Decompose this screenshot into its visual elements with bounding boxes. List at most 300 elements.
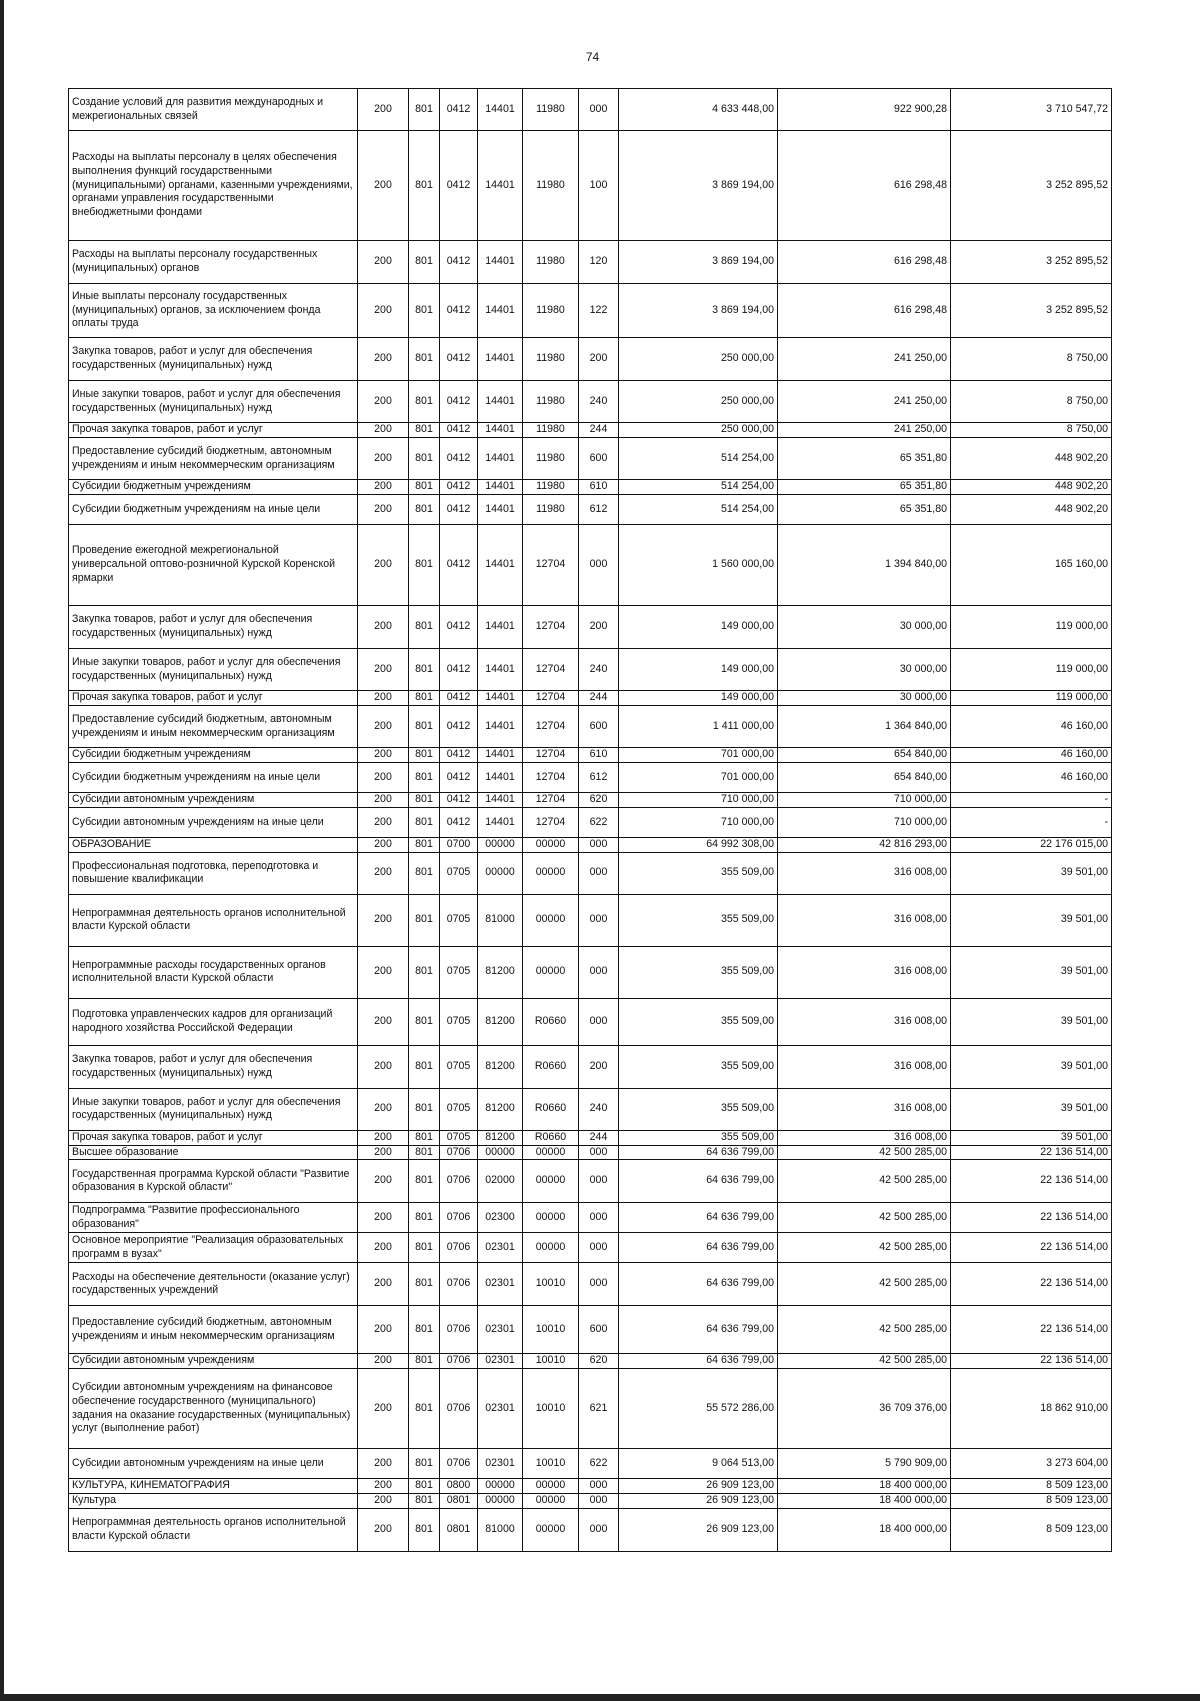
- value-approved: 64 636 799,00: [619, 1233, 778, 1263]
- row-name: Непрограммная деятельность органов исполнительной власти Курской области: [69, 1508, 358, 1551]
- code-section: 0706: [440, 1160, 478, 1203]
- code-program: 14401: [478, 525, 523, 606]
- code-direction: 12704: [523, 525, 579, 606]
- value-approved: 64 636 799,00: [619, 1306, 778, 1354]
- code-section: 0801: [440, 1508, 478, 1551]
- code-expense-type: 120: [579, 241, 619, 284]
- value-approved: 64 636 799,00: [619, 1145, 778, 1160]
- code-expense-type: 244: [579, 691, 619, 706]
- code-direction: 00000: [523, 1160, 579, 1203]
- code-section: 0705: [440, 998, 478, 1045]
- code-direction: 11980: [523, 241, 579, 284]
- code-section: 0705: [440, 946, 478, 998]
- code-direction: 12704: [523, 691, 579, 706]
- table-row: [69, 808, 1112, 838]
- table-row: [69, 1493, 1112, 1508]
- value-remaining: 3 252 895,52: [951, 131, 1112, 241]
- code-admin: 200: [358, 691, 409, 706]
- table-row: [69, 1160, 1112, 1203]
- code-program: 00000: [478, 1479, 523, 1494]
- value-remaining: -: [951, 793, 1112, 808]
- code-program: 14401: [478, 423, 523, 438]
- value-remaining: 119 000,00: [951, 606, 1112, 649]
- value-remaining: 46 160,00: [951, 706, 1112, 748]
- code-section: 0412: [440, 808, 478, 838]
- value-executed: 654 840,00: [778, 748, 951, 763]
- code-admin: 200: [358, 495, 409, 525]
- code-direction: 10010: [523, 1369, 579, 1449]
- table-row: [69, 998, 1112, 1045]
- value-executed: 42 816 293,00: [778, 838, 951, 853]
- code-program: 00000: [478, 838, 523, 853]
- code-section: 0412: [440, 131, 478, 241]
- code-section: 0412: [440, 495, 478, 525]
- code-department: 801: [409, 808, 440, 838]
- code-program: 14401: [478, 691, 523, 706]
- table-row: [69, 838, 1112, 853]
- code-admin: 200: [358, 1233, 409, 1263]
- table-row: [69, 691, 1112, 706]
- code-section: 0412: [440, 748, 478, 763]
- row-name: Субсидии автономным учреждениям на иные цели: [69, 808, 358, 838]
- code-direction: 00000: [523, 1508, 579, 1551]
- code-admin: 200: [358, 89, 409, 131]
- code-section: 0705: [440, 1130, 478, 1145]
- code-department: 801: [409, 748, 440, 763]
- value-remaining: 22 136 514,00: [951, 1263, 1112, 1306]
- row-name: Расходы на обеспечение деятельности (оказание услуг) государственных учреждений: [69, 1263, 358, 1306]
- code-program: 81200: [478, 1130, 523, 1145]
- value-executed: 18 400 000,00: [778, 1508, 951, 1551]
- code-admin: 200: [358, 852, 409, 894]
- code-admin: 200: [358, 606, 409, 649]
- code-expense-type: 621: [579, 1369, 619, 1449]
- row-name: Субсидии бюджетным учреждениям: [69, 748, 358, 763]
- code-expense-type: 610: [579, 748, 619, 763]
- value-remaining: 18 862 910,00: [951, 1369, 1112, 1449]
- code-direction: R0660: [523, 1088, 579, 1130]
- code-program: 14401: [478, 241, 523, 284]
- table-row: [69, 1088, 1112, 1130]
- value-executed: 616 298,48: [778, 284, 951, 338]
- code-department: 801: [409, 1088, 440, 1130]
- code-direction: 12704: [523, 808, 579, 838]
- scan-left-edge: [0, 0, 4, 1701]
- value-approved: 64 992 308,00: [619, 838, 778, 853]
- row-name: Предоставление субсидий бюджетным, автономным учреждениям и иным некоммерческим организациям: [69, 1306, 358, 1354]
- row-name: Культура: [69, 1493, 358, 1508]
- code-direction: 12704: [523, 763, 579, 793]
- code-section: 0706: [440, 1449, 478, 1479]
- code-expense-type: 000: [579, 1203, 619, 1233]
- code-direction: 11980: [523, 423, 579, 438]
- code-expense-type: 610: [579, 480, 619, 495]
- code-admin: 200: [358, 1508, 409, 1551]
- value-executed: 30 000,00: [778, 606, 951, 649]
- code-expense-type: 200: [579, 338, 619, 381]
- value-executed: 316 008,00: [778, 894, 951, 946]
- code-department: 801: [409, 691, 440, 706]
- code-section: 0412: [440, 241, 478, 284]
- code-section: 0412: [440, 338, 478, 381]
- code-admin: 200: [358, 1449, 409, 1479]
- value-remaining: 39 501,00: [951, 852, 1112, 894]
- code-program: 14401: [478, 381, 523, 423]
- code-admin: 200: [358, 131, 409, 241]
- value-executed: 42 500 285,00: [778, 1233, 951, 1263]
- row-name: Государственная программа Курской области "Развитие образования в Курской области": [69, 1160, 358, 1203]
- value-executed: 42 500 285,00: [778, 1203, 951, 1233]
- value-executed: 36 709 376,00: [778, 1369, 951, 1449]
- table-row: [69, 1369, 1112, 1449]
- code-direction: 10010: [523, 1354, 579, 1369]
- code-admin: 200: [358, 1045, 409, 1088]
- code-admin: 200: [358, 1263, 409, 1306]
- table-row: [69, 1045, 1112, 1088]
- value-executed: 316 008,00: [778, 1045, 951, 1088]
- code-expense-type: 200: [579, 606, 619, 649]
- row-name: Субсидии автономным учреждениям: [69, 1354, 358, 1369]
- code-department: 801: [409, 852, 440, 894]
- code-section: 0800: [440, 1479, 478, 1494]
- value-executed: 42 500 285,00: [778, 1306, 951, 1354]
- value-executed: 65 351,80: [778, 438, 951, 480]
- value-remaining: 448 902,20: [951, 480, 1112, 495]
- code-program: 14401: [478, 649, 523, 691]
- code-direction: 11980: [523, 480, 579, 495]
- code-expense-type: 620: [579, 793, 619, 808]
- code-admin: 200: [358, 998, 409, 1045]
- code-direction: 12704: [523, 649, 579, 691]
- value-remaining: 8 509 123,00: [951, 1508, 1112, 1551]
- value-approved: 26 909 123,00: [619, 1479, 778, 1494]
- code-program: 81200: [478, 1045, 523, 1088]
- value-approved: 514 254,00: [619, 495, 778, 525]
- value-approved: 26 909 123,00: [619, 1493, 778, 1508]
- code-department: 801: [409, 706, 440, 748]
- value-executed: 241 250,00: [778, 338, 951, 381]
- code-direction: 00000: [523, 1145, 579, 1160]
- row-name: Иные закупки товаров, работ и услуг для обеспечения государственных (муниципальных) нужд: [69, 649, 358, 691]
- table-row: [69, 131, 1112, 241]
- code-program: 14401: [478, 89, 523, 131]
- code-expense-type: 000: [579, 1160, 619, 1203]
- code-program: 81200: [478, 946, 523, 998]
- code-section: 0706: [440, 1369, 478, 1449]
- row-name: Субсидии автономным учреждениям на финансовое обеспечение государственного (муниципального) задания на оказание государственных (муниципальных) услуг (выполнение работ): [69, 1369, 358, 1449]
- code-expense-type: 000: [579, 1145, 619, 1160]
- code-expense-type: 600: [579, 706, 619, 748]
- code-department: 801: [409, 1145, 440, 1160]
- code-expense-type: 600: [579, 438, 619, 480]
- row-name: Расходы на выплаты персоналу в целях обеспечения выполнения функций государственными (муниципальными) органами, казенными учреждениями, органами управления государственными внебюджетными фондами: [69, 131, 358, 241]
- row-name: Прочая закупка товаров, работ и услуг: [69, 423, 358, 438]
- value-remaining: 39 501,00: [951, 946, 1112, 998]
- code-program: 14401: [478, 763, 523, 793]
- code-section: 0705: [440, 894, 478, 946]
- value-approved: 149 000,00: [619, 649, 778, 691]
- value-remaining: 8 509 123,00: [951, 1479, 1112, 1494]
- code-program: 81200: [478, 998, 523, 1045]
- table-row: [69, 946, 1112, 998]
- code-program: 00000: [478, 852, 523, 894]
- row-name: Закупка товаров, работ и услуг для обеспечения государственных (муниципальных) нужд: [69, 606, 358, 649]
- code-admin: 200: [358, 1088, 409, 1130]
- code-department: 801: [409, 423, 440, 438]
- code-program: 02000: [478, 1160, 523, 1203]
- table-row: [69, 706, 1112, 748]
- code-expense-type: 000: [579, 852, 619, 894]
- value-executed: 65 351,80: [778, 480, 951, 495]
- code-admin: 200: [358, 1354, 409, 1369]
- row-name: Предоставление субсидий бюджетным, автономным учреждениям и иным некоммерческим организациям: [69, 706, 358, 748]
- table-row: [69, 1233, 1112, 1263]
- value-executed: 316 008,00: [778, 1130, 951, 1145]
- table-row: [69, 852, 1112, 894]
- row-name: Субсидии автономным учреждениям на иные цели: [69, 1449, 358, 1479]
- value-approved: 1 560 000,00: [619, 525, 778, 606]
- value-executed: 316 008,00: [778, 1088, 951, 1130]
- code-direction: 10010: [523, 1449, 579, 1479]
- table-row: [69, 1130, 1112, 1145]
- value-executed: 654 840,00: [778, 763, 951, 793]
- code-admin: 200: [358, 838, 409, 853]
- code-admin: 200: [358, 946, 409, 998]
- table-row: [69, 748, 1112, 763]
- table-row: [69, 763, 1112, 793]
- row-name: Закупка товаров, работ и услуг для обеспечения государственных (муниципальных) нужд: [69, 1045, 358, 1088]
- code-expense-type: 240: [579, 1088, 619, 1130]
- value-executed: 1 364 840,00: [778, 706, 951, 748]
- code-admin: 200: [358, 894, 409, 946]
- row-name: Субсидии бюджетным учреждениям на иные цели: [69, 495, 358, 525]
- value-executed: 241 250,00: [778, 381, 951, 423]
- code-direction: 11980: [523, 438, 579, 480]
- code-section: 0412: [440, 284, 478, 338]
- code-direction: R0660: [523, 1045, 579, 1088]
- value-executed: 42 500 285,00: [778, 1354, 951, 1369]
- code-program: 14401: [478, 606, 523, 649]
- code-program: 14401: [478, 438, 523, 480]
- code-direction: 11980: [523, 495, 579, 525]
- value-remaining: 39 501,00: [951, 998, 1112, 1045]
- code-admin: 200: [358, 1369, 409, 1449]
- code-direction: 11980: [523, 89, 579, 131]
- code-section: 0412: [440, 525, 478, 606]
- code-department: 801: [409, 480, 440, 495]
- row-name: Иные закупки товаров, работ и услуг для обеспечения государственных (муниципальных) нужд: [69, 381, 358, 423]
- value-executed: 316 008,00: [778, 852, 951, 894]
- code-department: 801: [409, 998, 440, 1045]
- row-name: Прочая закупка товаров, работ и услуг: [69, 691, 358, 706]
- code-department: 801: [409, 763, 440, 793]
- code-direction: 11980: [523, 338, 579, 381]
- code-admin: 200: [358, 480, 409, 495]
- code-department: 801: [409, 946, 440, 998]
- value-remaining: 22 176 015,00: [951, 838, 1112, 853]
- row-name: Создание условий для развития международных и межрегиональных связей: [69, 89, 358, 131]
- code-section: 0706: [440, 1263, 478, 1306]
- value-remaining: -: [951, 808, 1112, 838]
- code-expense-type: 244: [579, 1130, 619, 1145]
- code-admin: 200: [358, 763, 409, 793]
- code-direction: 10010: [523, 1263, 579, 1306]
- code-direction: 00000: [523, 852, 579, 894]
- value-executed: 65 351,80: [778, 495, 951, 525]
- code-section: 0706: [440, 1203, 478, 1233]
- table-row: [69, 1203, 1112, 1233]
- code-admin: 200: [358, 793, 409, 808]
- code-program: 02301: [478, 1354, 523, 1369]
- code-department: 801: [409, 649, 440, 691]
- code-admin: 200: [358, 1145, 409, 1160]
- code-expense-type: 000: [579, 894, 619, 946]
- code-direction: 00000: [523, 894, 579, 946]
- code-expense-type: 000: [579, 1479, 619, 1494]
- code-program: 14401: [478, 480, 523, 495]
- row-name: Иные выплаты персоналу государственных (муниципальных) органов, за исключением фонда оплаты труда: [69, 284, 358, 338]
- row-name: Предоставление субсидий бюджетным, автономным учреждениям и иным некоммерческим организациям: [69, 438, 358, 480]
- value-remaining: 39 501,00: [951, 1045, 1112, 1088]
- table-row: [69, 1354, 1112, 1369]
- value-approved: 701 000,00: [619, 763, 778, 793]
- code-program: 00000: [478, 1493, 523, 1508]
- value-approved: 701 000,00: [619, 748, 778, 763]
- scan-bottom-edge: [0, 1694, 1200, 1701]
- code-admin: 200: [358, 1130, 409, 1145]
- code-department: 801: [409, 284, 440, 338]
- code-direction: 12704: [523, 748, 579, 763]
- code-department: 801: [409, 1160, 440, 1203]
- code-section: 0412: [440, 649, 478, 691]
- code-direction: R0660: [523, 998, 579, 1045]
- code-admin: 200: [358, 525, 409, 606]
- code-department: 801: [409, 525, 440, 606]
- code-admin: 200: [358, 808, 409, 838]
- code-section: 0412: [440, 381, 478, 423]
- value-remaining: 22 136 514,00: [951, 1145, 1112, 1160]
- value-executed: 18 400 000,00: [778, 1479, 951, 1494]
- value-remaining: 448 902,20: [951, 438, 1112, 480]
- value-approved: 149 000,00: [619, 691, 778, 706]
- code-admin: 200: [358, 1493, 409, 1508]
- value-executed: 241 250,00: [778, 423, 951, 438]
- code-program: 02301: [478, 1263, 523, 1306]
- code-department: 801: [409, 1508, 440, 1551]
- value-remaining: 46 160,00: [951, 748, 1112, 763]
- code-department: 801: [409, 1263, 440, 1306]
- code-admin: 200: [358, 649, 409, 691]
- code-section: 0412: [440, 606, 478, 649]
- code-admin: 200: [358, 241, 409, 284]
- table-row: [69, 495, 1112, 525]
- row-name: Субсидии автономным учреждениям: [69, 793, 358, 808]
- code-section: 0705: [440, 852, 478, 894]
- code-program: 02301: [478, 1449, 523, 1479]
- code-expense-type: 000: [579, 525, 619, 606]
- row-name: Подпрограмма "Развитие профессионального образования": [69, 1203, 358, 1233]
- code-department: 801: [409, 89, 440, 131]
- table-row: [69, 894, 1112, 946]
- code-section: 0706: [440, 1233, 478, 1263]
- code-admin: 200: [358, 748, 409, 763]
- code-direction: 00000: [523, 838, 579, 853]
- value-remaining: 22 136 514,00: [951, 1306, 1112, 1354]
- code-section: 0705: [440, 1045, 478, 1088]
- value-remaining: 165 160,00: [951, 525, 1112, 606]
- code-section: 0412: [440, 691, 478, 706]
- table-row: [69, 1479, 1112, 1494]
- value-remaining: 39 501,00: [951, 894, 1112, 946]
- code-direction: 11980: [523, 131, 579, 241]
- code-department: 801: [409, 495, 440, 525]
- value-remaining: 8 750,00: [951, 338, 1112, 381]
- code-section: 0412: [440, 423, 478, 438]
- table-row: [69, 606, 1112, 649]
- value-approved: 514 254,00: [619, 438, 778, 480]
- value-approved: 250 000,00: [619, 381, 778, 423]
- value-approved: 710 000,00: [619, 808, 778, 838]
- row-name: Непрограммные расходы государственных органов исполнительной власти Курской области: [69, 946, 358, 998]
- code-expense-type: 100: [579, 131, 619, 241]
- table-row: [69, 284, 1112, 338]
- code-department: 801: [409, 241, 440, 284]
- value-approved: 3 869 194,00: [619, 131, 778, 241]
- code-department: 801: [409, 1306, 440, 1354]
- value-approved: 3 869 194,00: [619, 241, 778, 284]
- code-expense-type: 240: [579, 381, 619, 423]
- value-approved: 4 633 448,00: [619, 89, 778, 131]
- code-direction: R0660: [523, 1130, 579, 1145]
- value-approved: 355 509,00: [619, 998, 778, 1045]
- row-name: Расходы на выплаты персоналу государственных (муниципальных) органов: [69, 241, 358, 284]
- code-direction: 12704: [523, 706, 579, 748]
- value-executed: 922 900,28: [778, 89, 951, 131]
- code-expense-type: 622: [579, 808, 619, 838]
- value-executed: 710 000,00: [778, 808, 951, 838]
- code-section: 0412: [440, 706, 478, 748]
- value-approved: 9 064 513,00: [619, 1449, 778, 1479]
- value-approved: 355 509,00: [619, 852, 778, 894]
- code-expense-type: 612: [579, 763, 619, 793]
- code-admin: 200: [358, 284, 409, 338]
- code-department: 801: [409, 338, 440, 381]
- table-row: [69, 1306, 1112, 1354]
- table-row: [69, 241, 1112, 284]
- code-section: 0412: [440, 89, 478, 131]
- code-section: 0412: [440, 480, 478, 495]
- row-name: Иные закупки товаров, работ и услуг для обеспечения государственных (муниципальных) нужд: [69, 1088, 358, 1130]
- code-direction: 10010: [523, 1306, 579, 1354]
- value-remaining: 8 750,00: [951, 381, 1112, 423]
- value-executed: 316 008,00: [778, 946, 951, 998]
- code-expense-type: 000: [579, 998, 619, 1045]
- row-name: Подготовка управленческих кадров для организаций народного хозяйства Российской Федерации: [69, 998, 358, 1045]
- code-expense-type: 000: [579, 838, 619, 853]
- value-approved: 355 509,00: [619, 894, 778, 946]
- value-executed: 616 298,48: [778, 131, 951, 241]
- code-program: 14401: [478, 808, 523, 838]
- code-section: 0706: [440, 1145, 478, 1160]
- code-admin: 200: [358, 438, 409, 480]
- code-direction: 00000: [523, 1203, 579, 1233]
- code-department: 801: [409, 894, 440, 946]
- code-department: 801: [409, 131, 440, 241]
- code-department: 801: [409, 1045, 440, 1088]
- table-row: [69, 793, 1112, 808]
- code-department: 801: [409, 1493, 440, 1508]
- page-number: 74: [585, 50, 600, 64]
